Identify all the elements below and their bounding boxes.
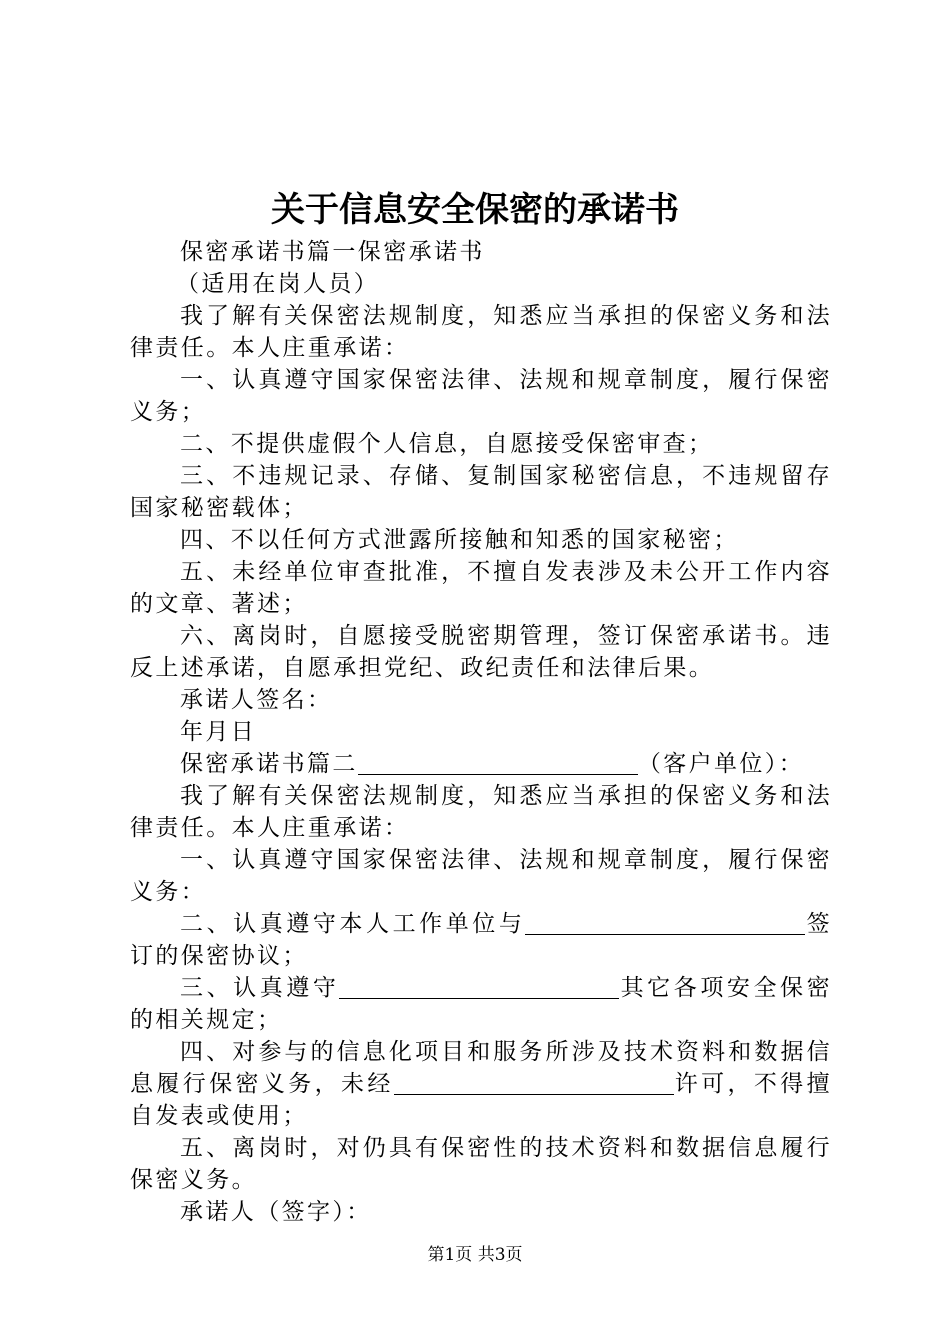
part1-item-1: 一、认真遵守国家保密法律、法规和规章制度，履行保密义务； — [130, 367, 832, 425]
document-title: 关于信息安全保密的承诺书 — [271, 190, 679, 230]
part2-intro: 我了解有关保密法规制度，知悉应当承担的保密义务和法律责任。本人庄重承诺： — [130, 783, 832, 841]
part1-item-6: 六、离岗时，自愿接受脱密期管理，签订保密承诺书。违反上述承诺，自愿承担党纪、政纪责任和法律后果。 — [130, 623, 832, 681]
part2-item-4-prefix: 四、对参与的信息化项目和服务所涉及技术资料和数据信息履行保密义务，未经 — [130, 1039, 832, 1097]
part1-heading: 保密承诺书篇一保密承诺书 — [180, 239, 485, 265]
part2-signature: 承诺人（签字）： — [180, 1199, 372, 1225]
page-footer: 第1页 共3页 — [427, 1245, 523, 1265]
part2-item-1: 一、认真遵守国家保密法律、法规和规章制度，履行保密义务： — [130, 847, 832, 905]
permission-blank[interactable] — [394, 1070, 674, 1095]
part1-signature: 承诺人签名： — [180, 687, 333, 713]
document-body — [130, 236, 832, 1228]
part2-heading-suffix: （客户单位）： — [637, 751, 805, 777]
part2-item-5: 五、离岗时，对仍具有保密性的技术资料和数据信息履行保密义务。 — [130, 1135, 832, 1193]
part2-item-2-suffix: 签订的保密协议； — [130, 911, 832, 969]
part1-date: 年月日 — [180, 719, 257, 745]
part2-heading — [130, 748, 832, 780]
part2-item-3-suffix: 其它各项安全保密的相关规定； — [130, 975, 833, 1033]
part1-item-2: 二、不提供虚假个人信息，自愿接受保密审查； — [180, 431, 714, 457]
part1-item-5: 五、未经单位审查批准，不擅自发表涉及未公开工作内容的文章、著述； — [130, 559, 832, 617]
part2-item-3-prefix: 三、认真遵守 — [180, 975, 340, 1001]
employer-blank[interactable] — [525, 910, 805, 935]
regulation-blank[interactable] — [339, 974, 619, 999]
part2-heading-prefix: 保密承诺书篇二 — [180, 751, 358, 777]
part1-item-3: 三、不违规记录、存储、复制国家秘密信息，不违规留存国家秘密载体； — [130, 463, 832, 521]
part2-item-3 — [130, 972, 832, 1036]
part2-item-2 — [130, 908, 832, 972]
part1-item-4: 四、不以任何方式泄露所接触和知悉的国家秘密； — [180, 527, 739, 553]
part2-item-4 — [130, 1036, 832, 1132]
part2-item-4-suffix: 许可，不得擅自发表或使用； — [130, 1071, 832, 1129]
part2-item-2-prefix: 二、认真遵守本人工作单位与 — [180, 911, 526, 937]
part1-scope: （适用在岗人员） — [176, 271, 380, 297]
part1-intro: 我了解有关保密法规制度，知悉应当承担的保密义务和法律责任。本人庄重承诺： — [130, 303, 832, 361]
client-unit-blank[interactable] — [358, 750, 638, 775]
